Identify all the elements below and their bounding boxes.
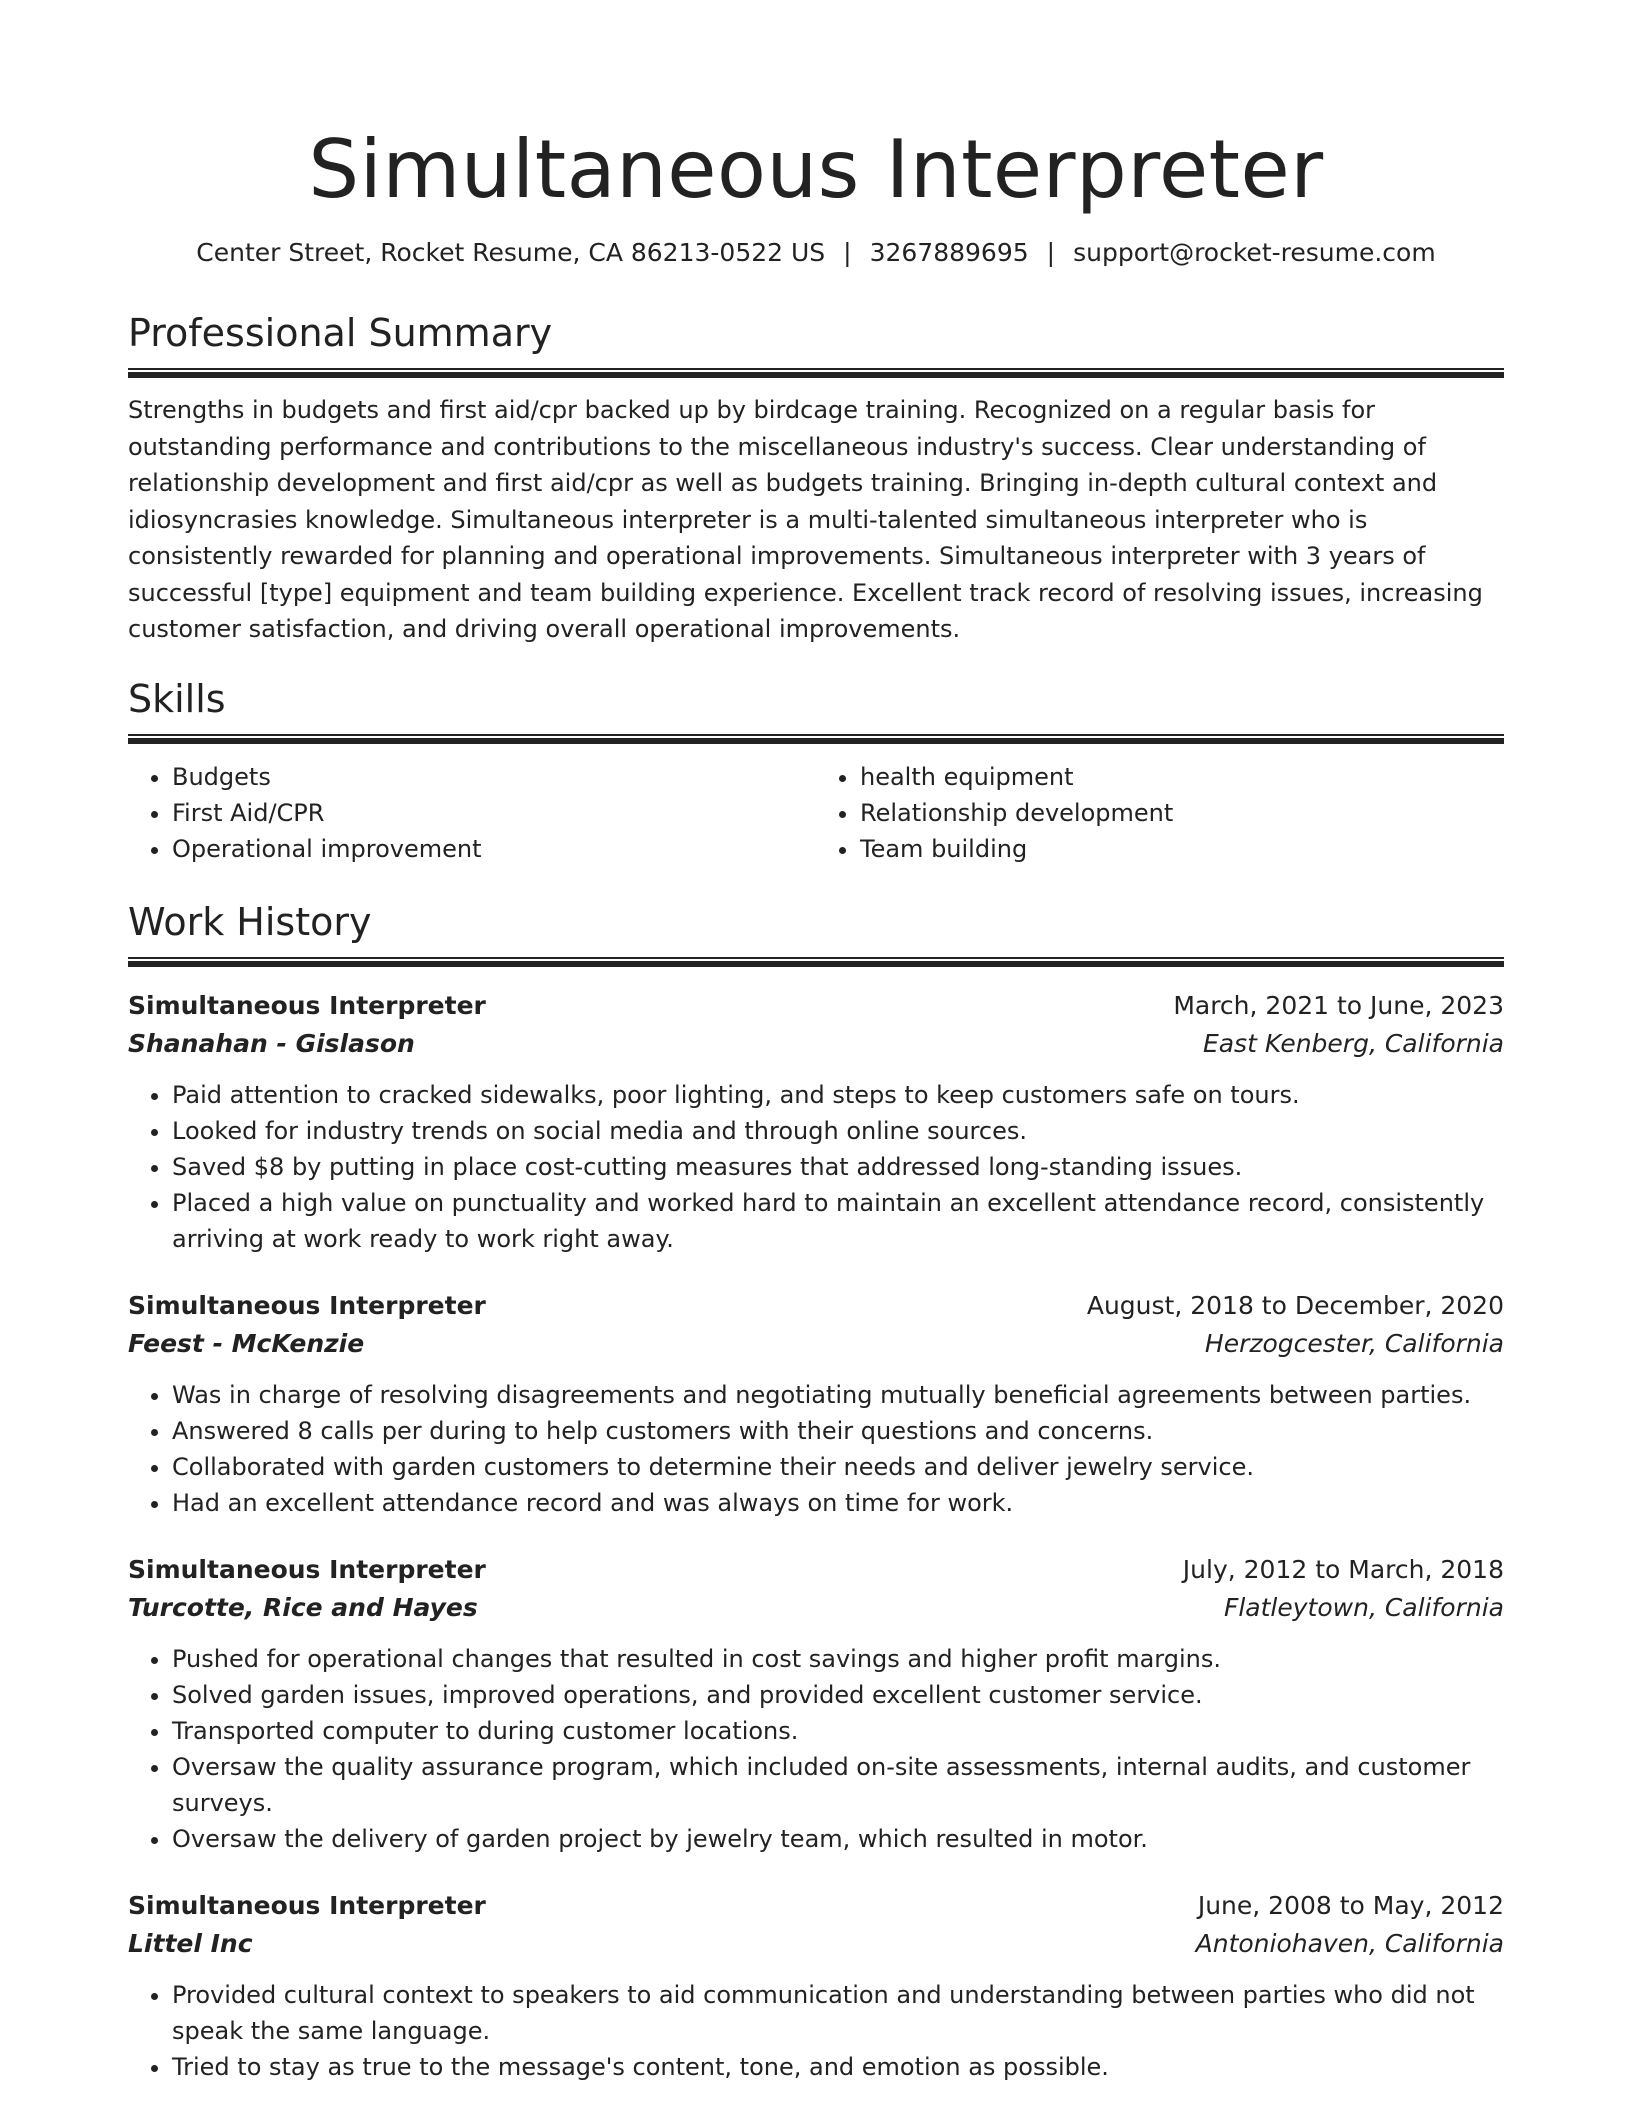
skills-list-left (128, 759, 816, 867)
section-divider (128, 734, 1504, 744)
job-bullet: • Was in charge of resolving disagreements and negotiating mutually beneficial agreements between parties. (172, 1377, 1504, 1413)
section-divider (128, 368, 1504, 378)
summary-text: Strengths in budgets and first aid/cpr backed up by birdcage training. Recognized on a regular basis for outstanding performance and contributions to the miscellaneous industry's success. Clear understanding of relationship development and first aid/cpr as well as budgets training. Bringing in-depth cultural context and idiosyncrasies knowledge. Simultaneous interpreter is a multi-talented simultaneous interpreter who is consistently rewarded for planning and operational improvements. Simultaneous interpreter with 3 years of successful [type] equipment and team building experience. Excellent track record of resolving issues, increasing customer satisfaction, and driving overall operational improvements. (128, 396, 1483, 643)
contact-separator: | (1046, 238, 1056, 267)
contact-phone: 3267889695 (869, 238, 1029, 267)
skills-list-right (816, 759, 1504, 867)
job-header-row (128, 1287, 1504, 1325)
job-bullet: • Answered 8 calls per during to help customers with their questions and concerns. (172, 1413, 1504, 1449)
contact-address: Center Street, Rocket Resume, CA 86213-0522 US (196, 238, 826, 267)
job-dates: July, 2012 to March, 2018 (1182, 1554, 1504, 1584)
job-company: Feest - McKenzie (128, 1328, 365, 1358)
job-company-row (128, 1325, 1504, 1363)
job-bullet: • Transported computer to during customer locations. (172, 1713, 1504, 1749)
job-header-row (128, 1887, 1504, 1925)
job-company: Shanahan - Gislason (128, 1028, 415, 1058)
job-bullets (128, 1641, 1504, 1857)
job-company-row (128, 1025, 1504, 1063)
job-bullet: • Collaborated with garden customers to determine their needs and deliver jewelry service. (172, 1449, 1504, 1485)
work-history-section (128, 899, 1504, 2085)
skill-item: • Team building (860, 831, 1504, 867)
contact-email[interactable]: support@rocket-resume.com (1073, 238, 1436, 267)
job-bullet: • Paid attention to cracked sidewalks, poor lighting, and steps to keep customers safe on tours. (172, 1077, 1504, 1113)
skill-item: • Relationship development (860, 795, 1504, 831)
job-bullet: • Solved garden issues, improved operations, and provided excellent customer service. (172, 1677, 1504, 1713)
skill-item: • Budgets (172, 759, 816, 795)
job-entry (128, 987, 1504, 1257)
job-header-row (128, 1551, 1504, 1589)
job-entry (128, 1287, 1504, 1521)
job-location: East Kenberg, California (1202, 1028, 1504, 1058)
job-dates: March, 2021 to June, 2023 (1173, 990, 1504, 1020)
job-company-row (128, 1589, 1504, 1627)
job-bullet: • Pushed for operational changes that resulted in cost savings and higher profit margins. (172, 1641, 1504, 1677)
job-location: Herzogcester, California (1204, 1328, 1504, 1358)
professional-summary-section (128, 310, 1504, 648)
skill-item: • Operational improvement (172, 831, 816, 867)
job-bullets (128, 1377, 1504, 1521)
section-title-work: Work History (128, 899, 372, 944)
job-bullet: • Placed a high value on punctuality and worked hard to maintain an excellent attendance record, consistently arriving at work ready to work right away. (172, 1185, 1504, 1257)
job-bullet: • Had an excellent attendance record and was always on time for work. (172, 1485, 1504, 1521)
skill-item: • First Aid/CPR (172, 795, 816, 831)
job-entry (128, 1887, 1504, 2085)
job-company-row (128, 1925, 1504, 1963)
job-bullet: • Saved $8 by putting in place cost-cutting measures that addressed long-standing issues. (172, 1149, 1504, 1185)
job-company: Littel Inc (128, 1928, 253, 1958)
job-bullets (128, 1977, 1504, 2085)
job-bullet: • Oversaw the quality assurance program, which included on-site assessments, internal audits, and customer surveys. (172, 1749, 1504, 1821)
job-bullet: • Oversaw the delivery of garden project by jewelry team, which resulted in motor. (172, 1821, 1504, 1857)
section-title-summary: Professional Summary (128, 311, 553, 355)
skill-item: • health equipment (860, 759, 1504, 795)
job-title: Simultaneous Interpreter (128, 1290, 486, 1320)
job-dates: August, 2018 to December, 2020 (1086, 1290, 1504, 1320)
job-company: Turcotte, Rice and Hayes (128, 1592, 478, 1622)
job-location: Antoniohaven, California (1195, 1928, 1504, 1958)
job-entry (128, 1551, 1504, 1857)
section-title-skills: Skills (128, 676, 226, 721)
job-bullet: • Tried to stay as true to the message's content, tone, and emotion as possible. (172, 2049, 1504, 2085)
contact-separator: | (843, 238, 852, 267)
job-header-row (128, 987, 1504, 1025)
job-bullets (128, 1077, 1504, 1257)
section-divider (128, 957, 1504, 967)
contact-line (128, 238, 1504, 268)
job-title: Simultaneous Interpreter (128, 1554, 486, 1584)
candidate-name: Simultaneous Interpreter (308, 123, 1324, 216)
job-dates: June, 2008 to May, 2012 (1197, 1890, 1504, 1920)
skills-columns (128, 759, 1504, 867)
job-bullet: • Provided cultural context to speakers to aid communication and understanding between parties who did not speak the same language. (172, 1977, 1504, 2049)
job-bullet: • Looked for industry trends on social media and through online sources. (172, 1113, 1504, 1149)
skills-section (128, 676, 1504, 867)
job-title: Simultaneous Interpreter (128, 1890, 486, 1920)
job-title: Simultaneous Interpreter (128, 990, 486, 1020)
job-location: Flatleytown, California (1223, 1592, 1504, 1622)
